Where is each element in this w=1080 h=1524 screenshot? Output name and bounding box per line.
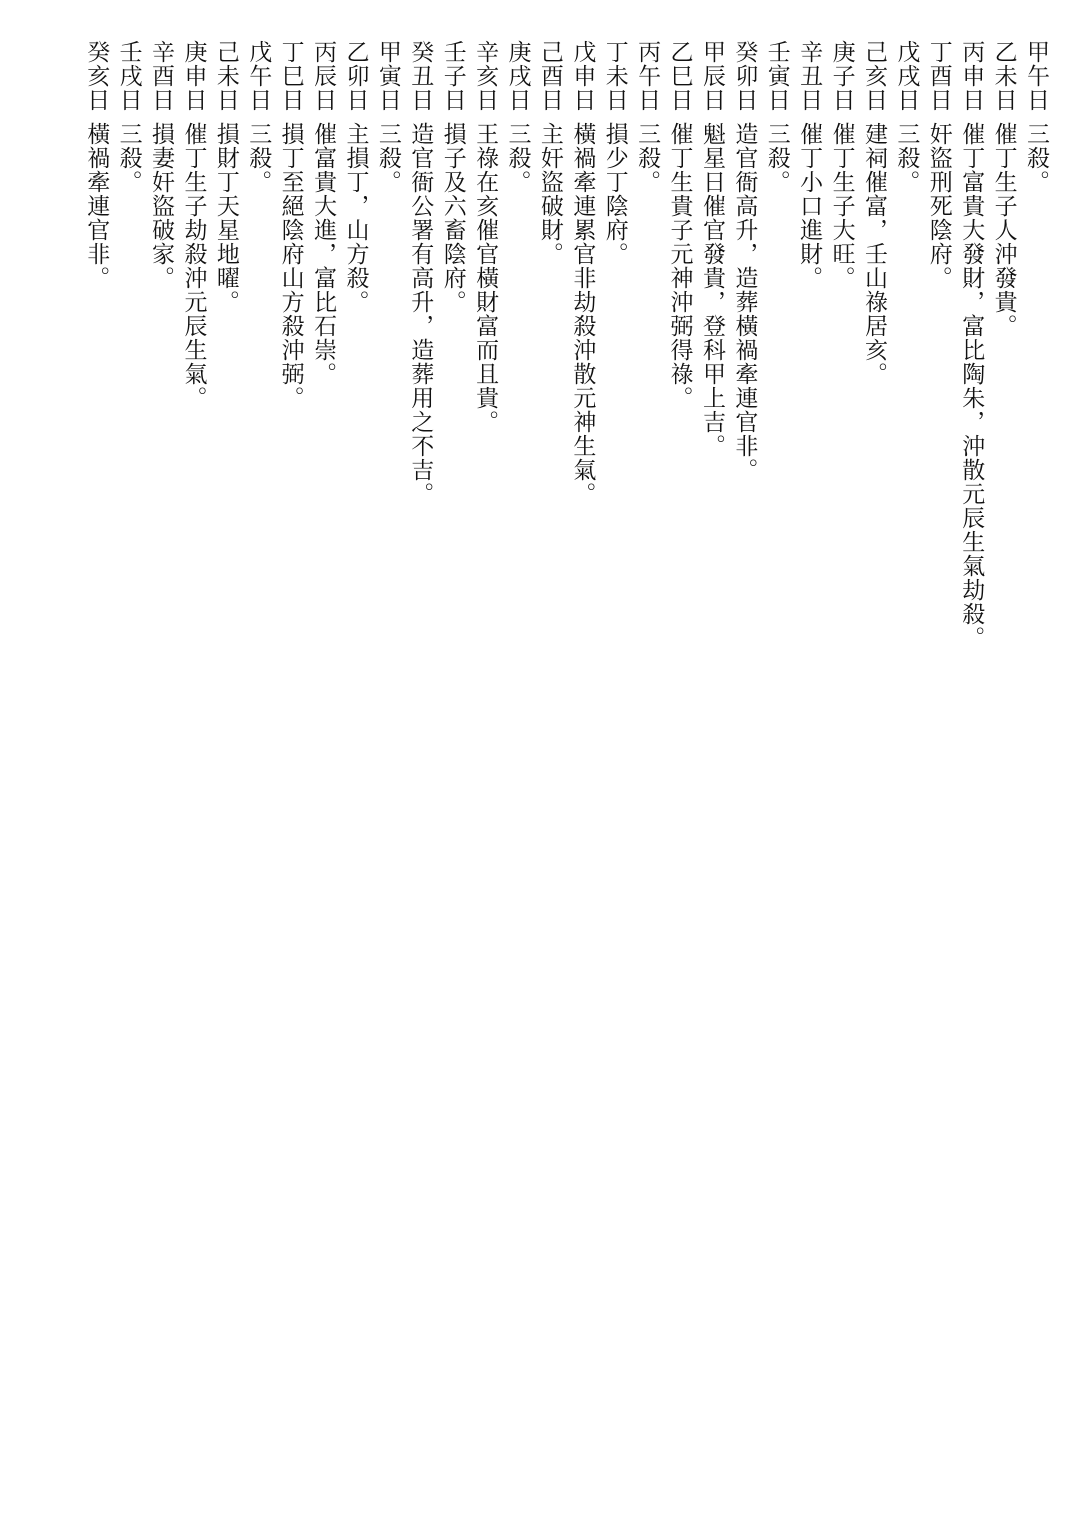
day-label: 丁未日 [601,40,628,112]
day-description: 造官衙公署有高升，造葬用之不吉。 [407,122,434,506]
entry-yiwei [987,40,1019,740]
entry-gengxu [501,40,533,740]
entry-renxu [112,40,144,740]
entry-bingwu [631,40,663,740]
day-label: 丁巳日 [277,40,304,112]
day-description: 損丁至絕陰府山方殺沖弼。 [277,122,304,410]
day-description: 主奸盜破財。 [536,122,563,266]
day-description: 三殺。 [504,122,531,194]
day-description: 損財丁天星地曜。 [212,122,239,314]
day-label: 己未日 [212,40,239,112]
entry-jiachen [696,40,728,740]
entry-gengshen [177,40,209,740]
day-description: 催丁生子劫殺沖元辰生氣。 [180,122,207,410]
day-description: 主損丁，山方殺。 [342,122,369,314]
day-description: 催丁生子人沖發貴。 [990,122,1017,338]
day-label: 庚戌日 [504,40,531,112]
day-description: 橫禍牽連累官非劫殺沖散元神生氣。 [569,122,596,506]
day-label: 壬寅日 [763,40,790,112]
day-label: 乙卯日 [342,40,369,112]
day-label: 辛丑日 [796,40,823,112]
day-label: 癸亥日 [83,40,110,112]
entry-wushen [566,40,598,740]
entry-guihai [80,40,112,740]
entry-jihai [858,40,890,740]
day-label: 戊申日 [569,40,596,112]
entry-yisi [663,40,695,740]
entry-yimao [339,40,371,740]
day-description: 三殺。 [634,122,661,194]
day-label: 甲午日 [1023,40,1049,112]
day-description: 損少丁陰府。 [601,122,628,266]
entry-wuwu [242,40,274,740]
entry-jiyou [534,40,566,740]
day-label: 丙辰日 [310,40,337,112]
entry-xinhai [469,40,501,740]
day-description: 三殺。 [245,122,272,194]
day-label: 乙未日 [990,40,1017,112]
day-description: 三殺。 [374,122,401,194]
day-description: 橫禍牽連官非。 [83,122,110,290]
day-label: 庚申日 [180,40,207,112]
day-description: 催丁生貴子元神沖弼得祿。 [666,122,693,410]
entry-jiayin [371,40,403,740]
day-label: 癸卯日 [731,40,758,112]
day-description: 損妻奸盜破家。 [148,122,175,290]
day-label: 甲寅日 [374,40,401,112]
day-label: 丙午日 [634,40,661,112]
entry-xinyou [145,40,177,740]
entry-dingwei [598,40,630,740]
entry-guimao [728,40,760,740]
day-label: 辛酉日 [148,40,175,112]
day-description: 王祿在亥催官橫財富而且貴。 [472,122,499,434]
day-label: 己亥日 [860,40,887,112]
day-label: 壬戌日 [115,40,142,112]
day-label: 癸丑日 [407,40,434,112]
entry-bingshen [955,40,987,740]
day-label: 丙申日 [958,40,985,112]
day-description: 催丁生子大旺。 [828,122,855,290]
day-description: 三殺。 [763,122,790,194]
day-description: 建祠催富，壬山祿居亥。 [860,122,887,386]
entry-gengzi [825,40,857,740]
entry-jiwei [209,40,241,740]
entry-jiawu [1020,40,1052,740]
day-description: 催富貴大進，富比石崇。 [310,122,337,386]
entry-dingsi [274,40,306,740]
day-label: 庚子日 [828,40,855,112]
day-description: 三殺。 [115,122,142,194]
day-description: 催丁小口進財。 [796,122,823,290]
day-label: 戊午日 [245,40,272,112]
vertical-text-columns [80,40,1052,740]
day-description: 三殺。 [1023,122,1049,194]
day-description: 催丁富貴大發財，富比陶朱，沖散元辰生氣劫殺。 [958,122,985,650]
entry-renyin [760,40,792,740]
day-description: 魁星日催官發貴，登科甲上吉。 [698,122,725,458]
day-label: 甲辰日 [698,40,725,112]
entry-wuxu [890,40,922,740]
day-label: 丁酉日 [925,40,952,112]
entry-renzi [436,40,468,740]
day-label: 辛亥日 [472,40,499,112]
day-label: 壬子日 [439,40,466,112]
day-description: 損子及六畜陰府。 [439,122,466,314]
day-label: 己酉日 [536,40,563,112]
day-description: 三殺。 [893,122,920,194]
entry-xinchou [793,40,825,740]
entry-dingyou [922,40,954,740]
day-description: 造官衙高升，造葬橫禍牽連官非。 [731,122,758,482]
entry-bingchen [307,40,339,740]
entry-guichou [404,40,436,740]
day-label: 乙巳日 [666,40,693,112]
day-label: 戊戌日 [893,40,920,112]
day-description: 奸盜刑死陰府。 [925,122,952,290]
